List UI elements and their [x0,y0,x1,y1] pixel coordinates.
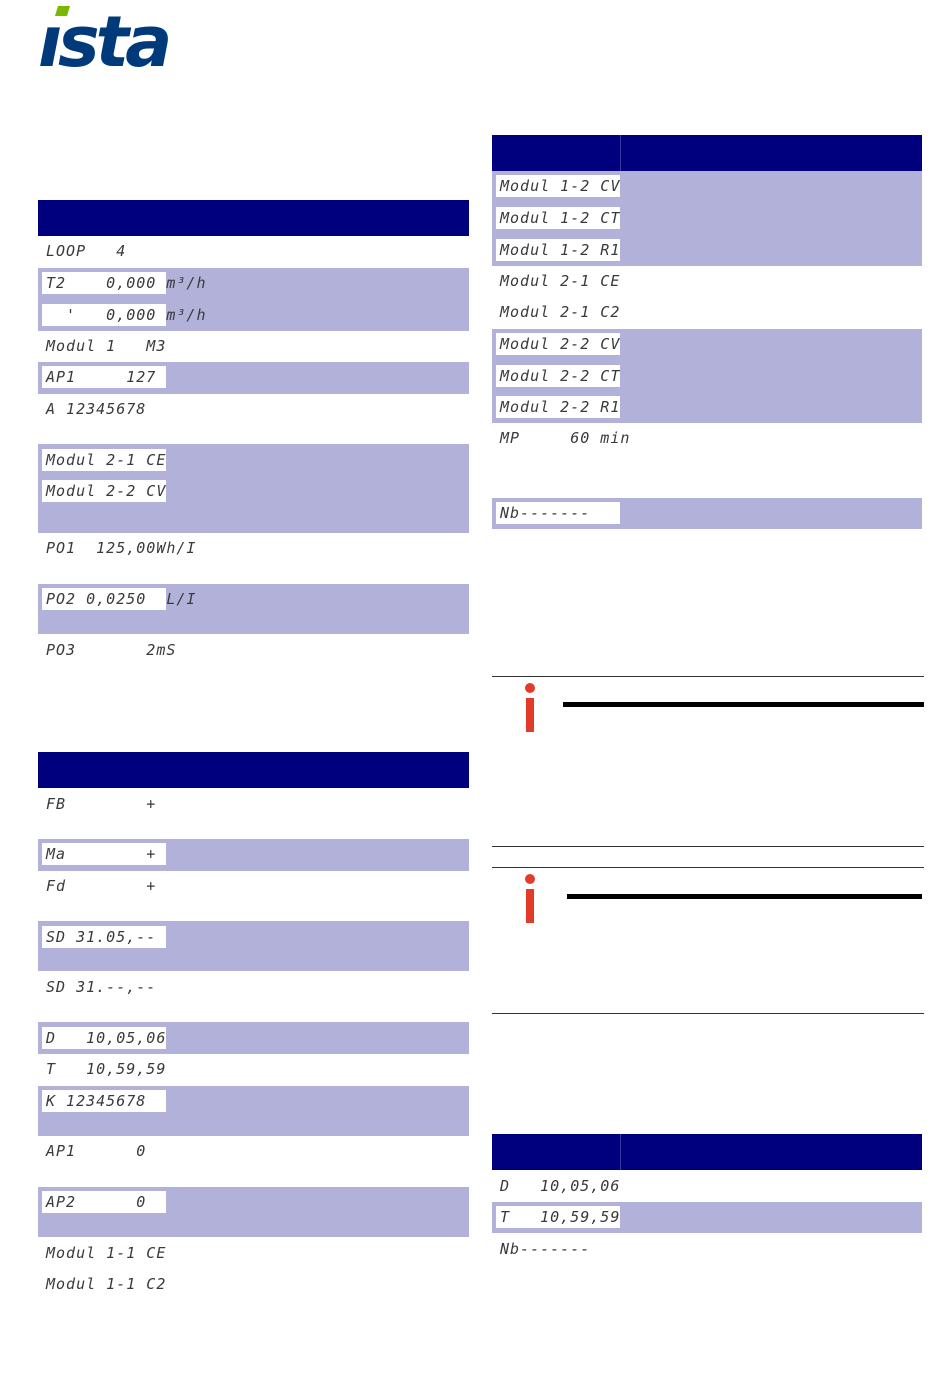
display-fb: FB + [46,795,157,813]
display-modul-2-1: Modul 2-1 CE [42,449,166,471]
display-modul-2-2-ct: Modul 2-2 CT [496,365,620,387]
header-divider [620,1134,621,1170]
display-modul-1-2-r1: Modul 1-2 R1 [496,239,620,261]
display-modul-1: Modul 1 M3 [46,337,167,355]
left-table-1-header [38,200,469,236]
display-modul-2-2-r1: Modul 2-2 R1 [496,396,620,418]
display-modul-1-2-cv: Modul 1-2 CV [496,175,620,197]
display-po3: PO3 2mS [46,641,177,659]
display-t2: T2 0,000 m³/h [42,272,166,294]
note-1-bar [563,702,924,707]
display-po2: PO2 0,0250 L/I [42,588,166,610]
ista-logo [38,1,183,83]
display-t-2: T 10,59,59 [496,1206,620,1228]
display-sd-1: SD 31.05,-- [42,926,166,948]
display-fd: Fd + [46,877,157,895]
note-1-top-rule [492,676,924,677]
info-icon [524,682,536,734]
display-ap1: AP1 127 [42,366,166,388]
display-d: D 10,05,06 [42,1027,166,1049]
display-sd-2: SD 31.--,-- [46,978,157,996]
header-divider [620,135,621,171]
info-icon [524,873,536,925]
display-t: T 10,59,59 [46,1060,167,1078]
svg-text:ısta: ısta [38,1,169,83]
note-2-bar [567,894,922,899]
display-ma: Ma + [42,843,166,865]
display-nb: Nb------- [496,502,620,524]
note-2-bottom-rule [492,1013,924,1014]
display-k: K 12345678 [42,1090,166,1112]
note-1-bottom-rule [492,846,924,847]
display-nb-2: Nb------- [500,1240,591,1258]
display-po1: PO1 125,00Wh/I [46,539,197,557]
display-d-2: D 10,05,06 [500,1177,621,1195]
display-modul-2-1-ce: Modul 2-1 CE [500,272,621,290]
display-modul-2-2-cv: Modul 2-2 CV [496,333,620,355]
display-mp: MP 60 min [500,429,631,447]
display-modul-2-1-c2: Modul 2-1 C2 [500,303,621,321]
note-2-top-rule [492,867,924,868]
display-loop: LOOP 4 [46,242,127,260]
display-a: A 12345678 [46,400,147,418]
right-table-1-header [492,135,922,171]
display-modul-1-1-ce: Modul 1-1 CE [46,1244,167,1262]
display-modul-2-2: Modul 2-2 CV [42,480,166,502]
display-modul-1-2-ct: Modul 1-2 CT [496,207,620,229]
display-ap1-b: AP1 0 [46,1142,147,1160]
left-table-2-header [38,752,469,788]
display-modul-1-1-c2: Modul 1-1 C2 [46,1275,167,1293]
display-t2-sub: ' 0,000 m³/h [42,304,166,326]
right-table-2-header [492,1134,922,1170]
display-ap2: AP2 0 [42,1191,166,1213]
